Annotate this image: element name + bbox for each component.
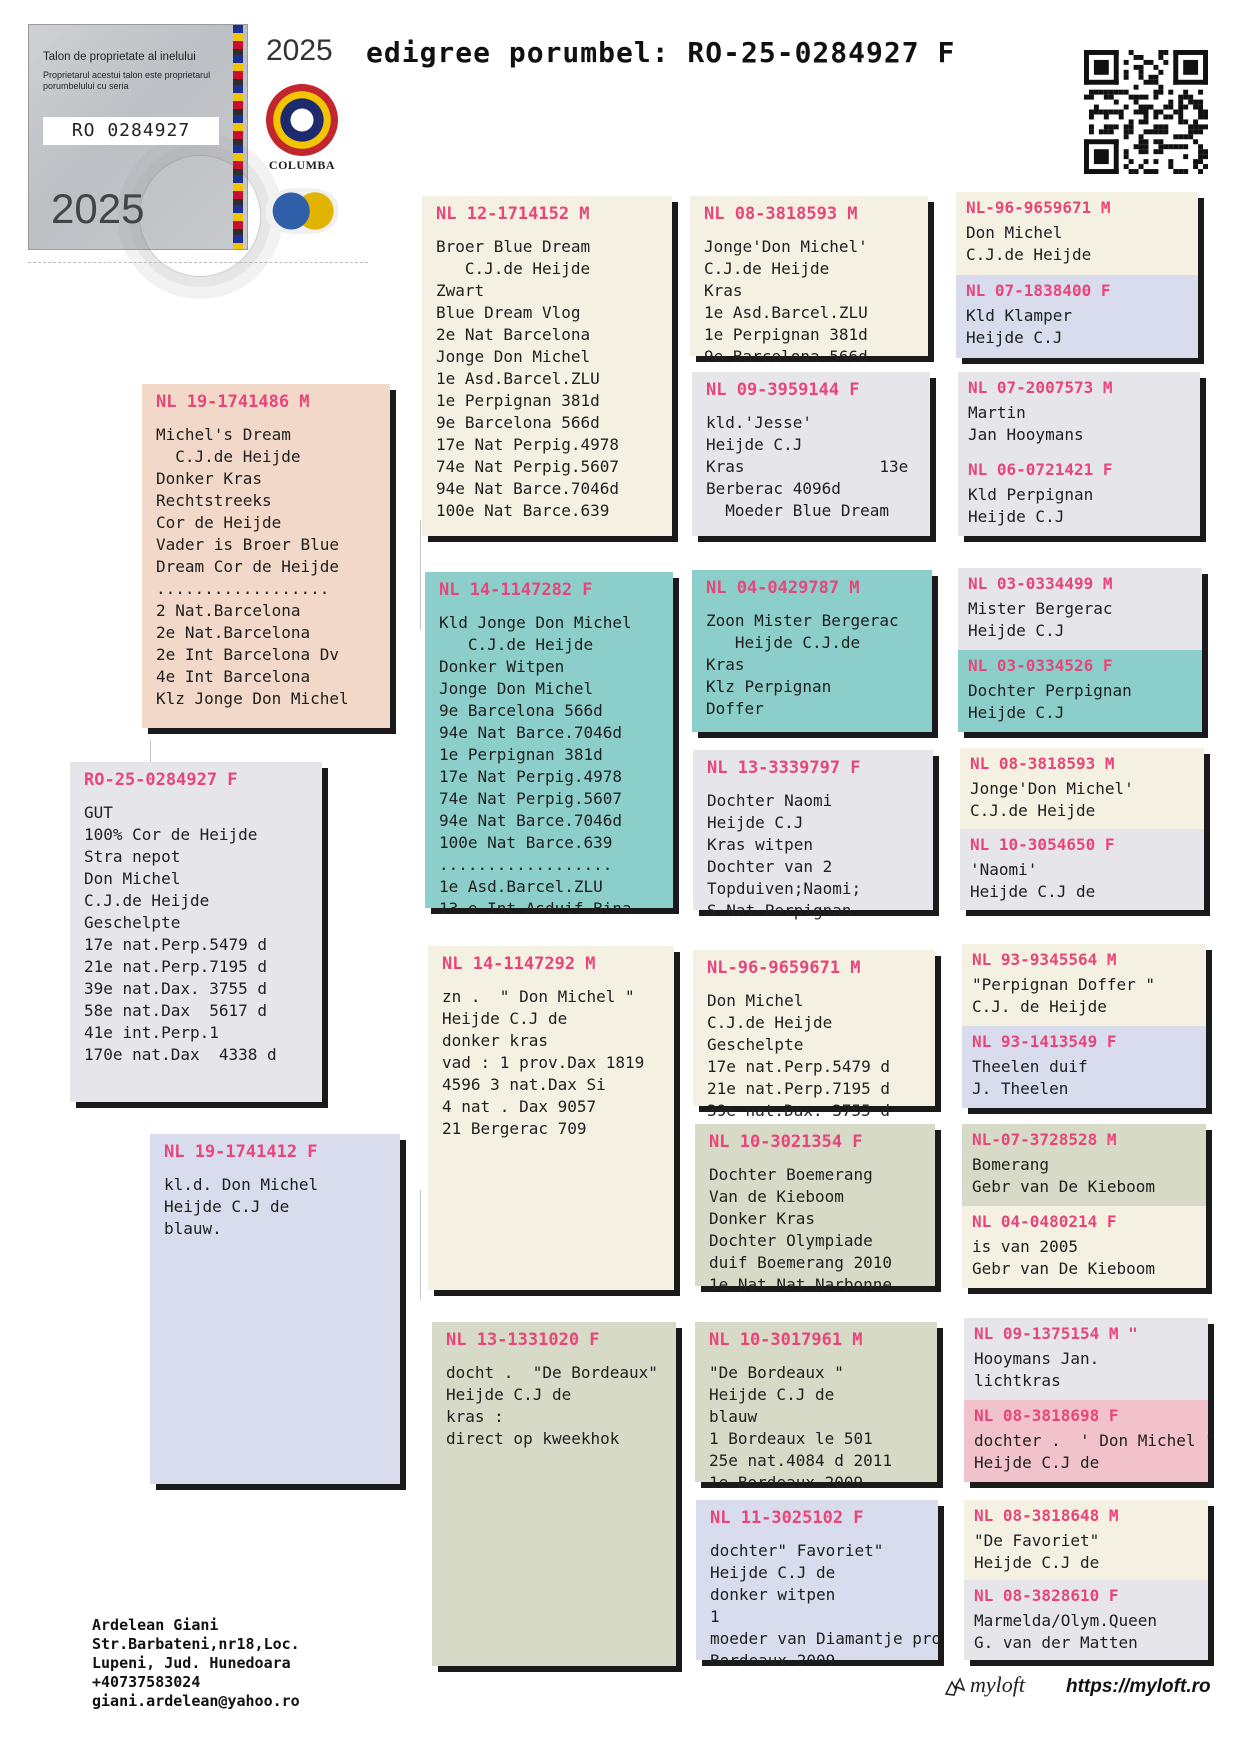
ancestor-pair-card — [962, 944, 1206, 1108]
pedigree-line: Gebr van De Kieboom — [972, 1177, 1156, 1196]
ancestor-entry — [956, 275, 1198, 358]
pedigree-line: 74e Nat Perpig.5607 — [439, 789, 623, 808]
ancestor-pair-card — [958, 568, 1202, 732]
pedigree-line: 100e Nat Barce.639 — [439, 833, 613, 852]
pedigree-line: lichtkras — [974, 1371, 1061, 1390]
pedigree-line: C.J.de Heijde — [436, 259, 591, 278]
pedigree-line: "De Bordeaux " — [709, 1363, 844, 1382]
pedigree-line: Dochter van 2 — [707, 857, 833, 876]
ancestor-entry — [962, 1026, 1206, 1108]
ring-number: NL 03-0334526 F — [968, 656, 1113, 675]
pedigree-line: 1 Bordeaux le 501 — [709, 1429, 873, 1448]
pedigree-line: C.J.de Heijde — [707, 1013, 833, 1032]
pedigree-line: Donker Kras — [709, 1209, 815, 1228]
pedigree-line: Geschelpte — [707, 1035, 804, 1054]
pedigree-line: Dochter Perpignan — [968, 681, 1132, 700]
columba-logo-icon — [266, 84, 338, 156]
pedigree-line: 13 e Int Asduif Bina — [439, 899, 632, 918]
ring-number: NL 19-1741412 F — [164, 1142, 318, 1162]
pedigree-line: "De Favoriet" — [974, 1531, 1100, 1550]
pedigree-line: 21e nat.Perp.7195 d — [707, 1079, 891, 1098]
pedigree-card — [70, 762, 322, 1102]
pedigree-line: Heijde C.J — [968, 507, 1065, 526]
pedigree-line: Heijde C.J de — [710, 1563, 836, 1582]
pedigree-line: Heijde C.J de — [974, 1453, 1100, 1472]
pedigree-line: Jonge'Don Michel' — [704, 237, 868, 256]
ring-number: NL 04-0480214 F — [972, 1212, 1117, 1231]
pedigree-line: Doffer — [706, 699, 764, 718]
ancestor-pair-card — [960, 748, 1204, 910]
ring-number: NL 04-0429787 M — [706, 578, 860, 598]
ancestor-entry — [960, 748, 1204, 829]
ancestor-pair-card — [964, 1318, 1215, 1482]
pedigree-line: 74e Nat Perpig.5607 — [436, 457, 620, 476]
pedigree-line: Stra nepot — [84, 847, 181, 866]
pedigree-line: Zoon Mister Bergerac — [706, 611, 899, 630]
connector-line — [420, 1190, 421, 1300]
pedigree-line: donker witpen — [710, 1585, 836, 1604]
myloft-url-link[interactable]: https://myloft.ro — [1066, 1676, 1211, 1697]
talon-year: 2025 — [51, 185, 145, 232]
pedigree-line: Moeder Blue Dream — [706, 501, 890, 520]
pedigree-line: 9e Barcelona 566d — [704, 347, 868, 366]
owner-phone: +40737583024 — [92, 1673, 201, 1691]
pedigree-line: 21e nat.Perp.7195 d — [84, 957, 268, 976]
pedigree-line: 4 nat . Dax 9057 — [442, 1097, 597, 1116]
pedigree-card — [695, 1322, 937, 1492]
pedigree-line: blauw. — [164, 1219, 222, 1238]
pedigree-line: C.J.de Heijde — [704, 259, 830, 278]
talon-heading: Talon de proprietate al inelului — [43, 51, 196, 63]
owner-address-line-2: Lupeni, Jud. Hunedoara — [92, 1654, 291, 1672]
ring-number: NL 13-3339797 F — [707, 758, 861, 778]
pedigree-line: Zwart — [436, 281, 485, 300]
pedigree-line: 1e Asd.Barcel.ZLU — [439, 877, 603, 896]
pedigree-line: 39e nat.Dax. 3755 d — [84, 979, 268, 998]
pedigree-line: G. van der Matten — [974, 1633, 1138, 1652]
pedigree-card — [696, 1500, 942, 1670]
pedigree-line: Mister Bergerac — [968, 599, 1113, 618]
pedigree-line: docht . "De Bordeaux" — [446, 1363, 658, 1382]
pedigree-line: Jonge'Don Michel' — [970, 779, 1134, 798]
pedigree-line: Kld Jonge Don Michel — [439, 613, 632, 632]
pedigree-line: 2e Int Barcelona Dv — [156, 645, 340, 664]
ring-number: NL 14-1147292 M — [442, 954, 596, 974]
pedigree-line: 100e Nat Barce.639 — [436, 501, 610, 520]
ring-number: NL 12-1714152 M — [436, 204, 590, 224]
pedigree-line: Dream Cor de Heijde — [156, 557, 340, 576]
pedigree-line: Heijde C.J — [707, 813, 804, 832]
ring-number: NL 03-0334499 M — [968, 574, 1113, 593]
pedigree-line: Dochter Boemerang — [709, 1165, 873, 1184]
pedigree-card — [425, 572, 673, 918]
pedigree-card — [690, 196, 928, 366]
pedigree-line: Dochter Naomi — [707, 791, 833, 810]
ancestor-pair-card — [956, 192, 1198, 358]
ring-number: NL 14-1147282 F — [439, 580, 593, 600]
ring-number: NL 10-3054650 F — [970, 835, 1115, 854]
ring-number: NL 93-1413549 F — [972, 1032, 1117, 1051]
pedigree-line: Heijde C.J de — [970, 882, 1096, 901]
pedigree-line: Bordeaux 2009 — [710, 1651, 836, 1670]
pedigree-line: direct op kweekhok — [446, 1429, 620, 1448]
pedigree-line: Berberac 4096d — [706, 479, 841, 498]
pedigree-line: J. Theelen — [972, 1079, 1069, 1098]
ancestor-entry — [958, 454, 1200, 536]
pedigree-line: 9e Barcelona 566d — [439, 701, 603, 720]
pedigree-line: Kras witpen — [707, 835, 813, 854]
ring-number: NL 10-3021354 F — [709, 1132, 863, 1152]
pedigree-line: vad : 1 prov.Dax 1819 — [442, 1053, 645, 1072]
pedigree-line: Michel's Dream — [156, 425, 291, 444]
pedigree-line: Dochter Olympiade — [709, 1231, 873, 1250]
owner-name: Ardelean Giani — [92, 1616, 219, 1634]
pedigree-line: C.J. de Heijde — [972, 997, 1107, 1016]
owner-contact-block — [92, 1616, 300, 1711]
ring-number: NL 06-0721421 F — [968, 460, 1113, 479]
pedigree-card — [142, 384, 390, 728]
pedigree-line: 39e nat.Dax. 3755 d — [707, 1101, 891, 1120]
pedigree-line: Heijde C.J de — [442, 1009, 568, 1028]
ancestor-entry — [956, 192, 1198, 275]
page-title: edigree porumbel: RO-25-0284927 F — [366, 36, 956, 69]
pedigree-line: Gebr van De Kieboom — [972, 1259, 1156, 1278]
pedigree-line: Klz Jonge Don Michel — [156, 689, 349, 708]
pedigree-line: S Nat Perpignan — [707, 901, 852, 920]
pedigree-line: dochter" Favoriet" — [710, 1541, 884, 1560]
ring-number: NL-07-3728528 M — [972, 1130, 1117, 1149]
pedigree-card — [692, 570, 932, 732]
pedigree-line: 17e nat.Perp.5479 d — [84, 935, 268, 954]
pedigree-line: Kras — [706, 655, 745, 674]
ring-number: NL 09-3959144 F — [706, 380, 860, 400]
pedigree-line: C.J.de Heijde — [966, 245, 1092, 264]
pedigree-line: 1e Perpignan 381d — [704, 325, 868, 344]
talon-color-stripe — [233, 25, 243, 249]
ring-ownership-talon — [28, 24, 248, 250]
federation-logo-icon — [266, 188, 338, 234]
pedigree-line: 170e nat.Dax 4338 d — [84, 1045, 277, 1064]
pedigree-line: Bomerang — [972, 1155, 1050, 1174]
pedigree-line: kras : — [446, 1407, 504, 1426]
pedigree-card — [695, 1124, 935, 1294]
ring-number: NL 08-3818593 M — [970, 754, 1115, 773]
pedigree-line: Don Michel — [84, 869, 181, 888]
pedigree-line: 1e Asd.Barcel.ZLU — [704, 303, 868, 322]
ring-number: RO-25-0284927 F — [84, 770, 238, 790]
ring-number: NL 08-3828610 F — [974, 1586, 1119, 1605]
pedigree-line: Kld Perpignan — [968, 485, 1094, 504]
ring-number: NL 09-1375154 M " — [974, 1324, 1138, 1343]
pedigree-line: donker kras — [442, 1031, 548, 1050]
pedigree-line: Heijde C.J de — [164, 1197, 290, 1216]
owner-email[interactable]: giani.ardelean@yahoo.ro — [92, 1692, 300, 1710]
pedigree-line: 1e Bordeaux 2009 — [709, 1473, 864, 1492]
pedigree-line: 2e Nat Barcelona — [436, 325, 591, 344]
pedigree-line: 17e Nat Perpig.4978 — [439, 767, 623, 786]
header-year: 2025 — [266, 34, 333, 67]
pedigree-line: 17e Nat Perpig.4978 — [436, 435, 620, 454]
ancestor-pair-card — [958, 372, 1200, 536]
pedigree-line: blauw — [709, 1407, 758, 1426]
pedigree-line: Hooymans Jan. — [974, 1349, 1100, 1368]
pedigree-line: Cor de Heijde — [156, 513, 282, 532]
pedigree-line: Martin — [968, 403, 1026, 422]
pedigree-line: Donker Kras — [156, 469, 262, 488]
pedigree-line: 2 Nat.Barcelona — [156, 601, 301, 620]
pedigree-line: 'Naomi' — [970, 860, 1038, 879]
pedigree-card — [422, 196, 672, 536]
pedigree-line: Jonge Don Michel — [436, 347, 591, 366]
ancestor-entry — [958, 372, 1200, 454]
connector-line — [420, 520, 421, 630]
ring-number: NL 93-9345564 M — [972, 950, 1117, 969]
ancestor-entry — [958, 568, 1202, 650]
myloft-bird-icon — [944, 1676, 966, 1698]
pedigree-line: Heijde C.J — [966, 328, 1063, 347]
pedigree-line: Broer Blue Dream — [436, 237, 591, 256]
pedigree-line: Heijde C.J — [706, 435, 803, 454]
ancestor-entry — [962, 944, 1206, 1026]
ring-number: NL-96-9659671 M — [707, 958, 861, 978]
pedigree-line: Van de Kieboom — [709, 1187, 844, 1206]
pedigree-line: GUT — [84, 803, 113, 822]
pedigree-line: C.J.de Heijde — [84, 891, 210, 910]
pedigree-card — [432, 1322, 676, 1666]
owner-address-line-1: Str.Barbateni,nr18,Loc. — [92, 1635, 300, 1653]
ancestor-entry — [964, 1580, 1208, 1660]
pedigree-line: 100% Cor de Heijde — [84, 825, 258, 844]
pedigree-card — [150, 1134, 400, 1484]
pedigree-line: Klz Perpignan — [706, 677, 832, 696]
pedigree-line: Heijde C.J de — [446, 1385, 572, 1404]
pedigree-line: 94e Nat Barce.7046d — [439, 811, 623, 830]
pedigree-line: 1 — [710, 1607, 720, 1626]
ancestor-entry — [964, 1400, 1215, 1482]
pedigree-card — [692, 372, 930, 536]
pedigree-line: Heijde C.J de — [709, 1385, 835, 1404]
pedigree-line: Donker Witpen — [439, 657, 565, 676]
pedigree-line: .................. — [439, 855, 613, 874]
ring-number: NL 07-2007573 M — [968, 378, 1113, 397]
pedigree-line: C.J.de Heijde — [156, 447, 301, 466]
pedigree-line: Vader is Broer Blue — [156, 535, 340, 554]
pedigree-line: "Perpignan Doffer " — [972, 975, 1156, 994]
pedigree-line: Jan Hooymans — [968, 425, 1084, 444]
ring-number: NL 07-1838400 F — [966, 281, 1111, 300]
pedigree-line: Kld Klamper — [966, 306, 1072, 325]
qr-code-icon — [1084, 50, 1208, 174]
pedigree-line: Blue Dream Vlog — [436, 303, 581, 322]
pedigree-line: Marmelda/Olym.Queen — [974, 1611, 1158, 1630]
ring-number: NL 08-3818593 M — [704, 204, 858, 224]
pedigree-line: 21 Bergerac 709 — [442, 1119, 587, 1138]
pedigree-line: C.J.de Heijde — [970, 801, 1096, 820]
pedigree-line: 4e Int Barcelona — [156, 667, 311, 686]
pedigree-line: Rechtstreeks — [156, 491, 272, 510]
ancestor-entry — [964, 1500, 1208, 1580]
pedigree-line: is van 2005 — [972, 1237, 1078, 1256]
pedigree-line: 1e Perpignan 381d — [439, 745, 603, 764]
myloft-logo: myloft — [970, 1672, 1025, 1697]
ring-number: NL 13-1331020 F — [446, 1330, 600, 1350]
pedigree-card — [693, 750, 933, 920]
pedigree-line: Kras 13e — [706, 457, 909, 476]
pedigree-line: 4596 3 nat.Dax Si — [442, 1075, 606, 1094]
pedigree-line: zn . " Don Michel " — [442, 987, 635, 1006]
pedigree-line: kl.d. Don Michel — [164, 1175, 319, 1194]
ring-number: NL 10-3017961 M — [709, 1330, 863, 1350]
pedigree-line: 94e Nat Barce.7046d — [436, 479, 620, 498]
pedigree-line: Don Michel — [966, 223, 1063, 242]
talon-subtext: Proprietarul acestui talon este proprietarul porumbelului cu seria — [43, 70, 211, 91]
pedigree-line: Geschelpte — [84, 913, 181, 932]
pedigree-line: 1e Asd.Barcel.ZLU — [436, 369, 600, 388]
pedigree-line: dochter . ' Don Michel " — [974, 1431, 1215, 1450]
pedigree-line: Kras — [704, 281, 743, 300]
pedigree-line: moeder van Diamantje pro — [710, 1629, 942, 1648]
pedigree-line: C.J.de Heijde — [439, 635, 594, 654]
pedigree-line: Theelen duif — [972, 1057, 1088, 1076]
pedigree-line: Heijde C.J — [968, 703, 1065, 722]
pedigree-line: 9e Barcelona 566d — [436, 413, 600, 432]
pedigree-line: 1e Nat Nat Narbonne — [709, 1275, 893, 1294]
pedigree-card — [428, 946, 674, 1290]
pedigree-card — [693, 950, 935, 1120]
pedigree-line: 25e nat.4084 d 2011 — [709, 1451, 893, 1470]
pedigree-line: Don Michel — [707, 991, 804, 1010]
pedigree-line: 41e int.Perp.1 — [84, 1023, 219, 1042]
ancestor-entry — [964, 1318, 1208, 1400]
pedigree-line: duif Boemerang 2010 — [709, 1253, 893, 1272]
pedigree-line: Heijde C.J.de — [706, 633, 861, 652]
pedigree-line: Heijde C.J — [968, 621, 1065, 640]
columba-label: COLUMBA — [268, 158, 336, 172]
ancestor-entry — [960, 829, 1204, 910]
talon-cut-line — [28, 262, 368, 263]
pedigree-line: 58e nat.Dax 5617 d — [84, 1001, 268, 1020]
ancestor-entry — [962, 1206, 1206, 1288]
pedigree-line: 2e Nat.Barcelona — [156, 623, 311, 642]
pedigree-line: 17e nat.Perp.5479 d — [707, 1057, 891, 1076]
ring-number: NL 11-3025102 F — [710, 1508, 864, 1528]
ancestor-pair-card — [964, 1500, 1208, 1660]
pedigree-line: Heijde C.J de — [974, 1553, 1100, 1572]
pedigree-line: Jonge Don Michel — [439, 679, 594, 698]
pedigree-line: 94e Nat Barce.7046d — [439, 723, 623, 742]
ring-number: NL 08-3818698 F — [974, 1406, 1119, 1425]
ancestor-pair-card — [962, 1124, 1206, 1288]
pedigree-line: .................. — [156, 579, 330, 598]
ring-number: NL 19-1741486 M — [156, 392, 310, 412]
ring-number: NL 08-3818648 M — [974, 1506, 1119, 1525]
pedigree-line: 1e Perpignan 381d — [436, 391, 600, 410]
pedigree-line: kld.'Jesse' — [706, 413, 812, 432]
ancestor-entry — [962, 1124, 1206, 1206]
ring-number: NL-96-9659671 M — [966, 198, 1111, 217]
pedigree-line: Topduiven;Naomi; — [707, 879, 862, 898]
ancestor-entry — [958, 650, 1202, 732]
talon-ring-number: RO 0284927 — [43, 117, 219, 145]
